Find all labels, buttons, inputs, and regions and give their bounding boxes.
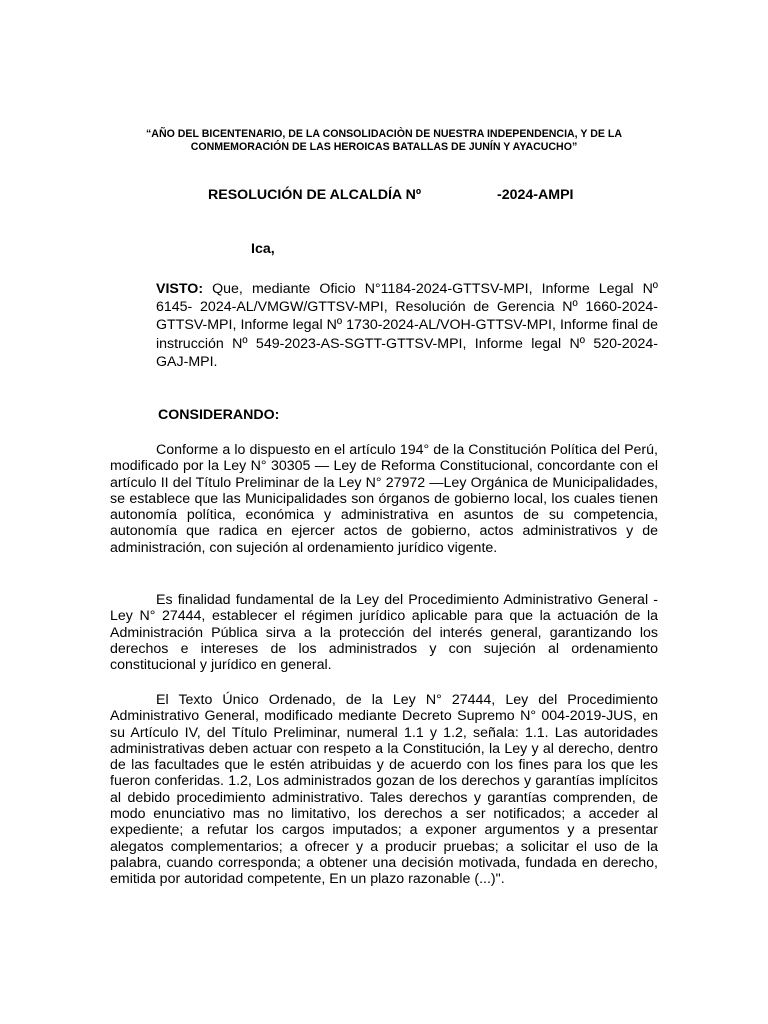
visto-label: VISTO: xyxy=(156,281,204,297)
resolution-title-label: RESOLUCIÓN DE ALCALDÍA Nº xyxy=(208,187,421,203)
visto-section xyxy=(156,280,658,371)
city-date-line: Ica, xyxy=(251,241,275,257)
year-motto: “AÑO DEL BICENTENARIO, DE LA CONSOLIDACIÒN DE NUESTRA INDEPENDENCIA, Y DE LA CONMEMORACIÓN DE LAS HEROICAS BATALLAS DE JUNÍN Y AYACUCHO” xyxy=(146,128,622,153)
considerando-paragraph-3: El Texto Único Ordenado, de la Ley N° 27444, Ley del Procedimiento Administrativo General, modificado mediante Decreto Supremo N° 004-2019-JUS, en su Artículo IV, del Título Preliminar, numeral 1.1 y 1.2, señala: 1.1. Las autoridades administrativas deben actuar con respeto a la Constitución, la Ley y al derecho, dentro de las facultades que le estén atribuidas y de acuerdo con los fines para los que les fueron conferidas. 1.2, Los administrados gozan de los derechos y garantías implícitos al debido procedimiento administrativo. Tales derechos y garantías comprenden, de modo enunciativo mas no limitativo, los derechos a ser notificados; a acceder al expediente; a refutar los cargos imputados; a exponer argumentos y a presentar alegatos complementarios; a ofrecer y a producir pruebas; a solicitar el uso de la palabra, cuando corresponda; a obtener una decisión motivada, fundada en derecho, emitida por autoridad competente, En un plazo razonable (...)". xyxy=(110,692,658,888)
considerando-paragraph-1: Conforme a lo dispuesto en el artículo 194° de la Constitución Política del Perú, modificado por la Ley N° 30305 — Ley de Reforma Constitucional, concordante con el artículo II del Título Preliminar de la Ley N° 27972 —Ley Orgánica de Municipalidades, se establece que las Municipalidades son órganos de gobierno local, los cuales tienen autonomía política, económica y administrativa en asuntos de su competencia, autonomía que radica en ejercer actos de gobierno, actos administrativos y de administración, con sujeción al ordenamiento jurídico vigente. xyxy=(110,442,658,556)
resolution-number-suffix: -2024-AMPI xyxy=(497,187,574,203)
considerando-heading: CONSIDERANDO: xyxy=(158,407,280,423)
considerando-paragraph-2: Es finalidad fundamental de la Ley del Procedimiento Administrativo General - Ley N° 27444, establecer el régimen jurídico aplicable para que la actuación de la Administración Pública sirva a la protección del interés general, garantizando los derechos e intereses de los administrados y con sujeción al ordenamiento constitucional y jurídico en general. xyxy=(110,592,658,674)
visto-text: Que, mediante Oficio N°1184-2024-GTTSV-MPI, Informe Legal Nº 6145- 2024-AL/VMGW/GTTSV-MPI, Resolución de Gerencia Nº 1660-2024-GTTSV-MPI, Informe legal Nº 1730-2024-AL/VOH-GTTSV-MPI, Informe final de instrucción Nº 549-2023-AS-SGTT-GTTSV-MPI, Informe legal Nº 520-2024-GAJ-MPI. xyxy=(156,281,658,370)
